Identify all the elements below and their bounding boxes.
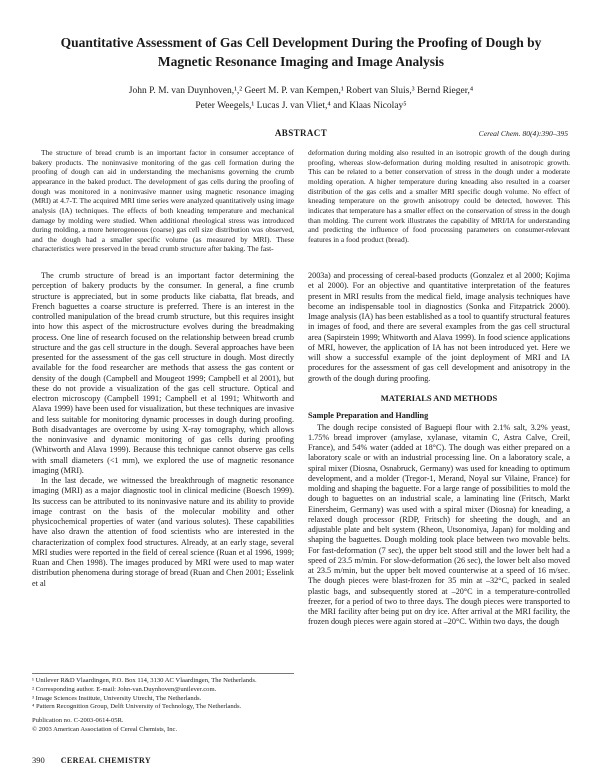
footnote-affiliation-1: ¹ Unilever R&D Vlaardingen, P.O. Box 114, 3130 AC Vlaardingen, The Netherlands. xyxy=(32,676,257,684)
abstract-header xyxy=(32,128,570,141)
footnote-corresponding-author: ² Corresponding author. E-mail: John-van.Duynhoven@unilever.com. xyxy=(32,685,217,693)
footnote-separator xyxy=(32,673,294,674)
page-title: Quantitative Assessment of Gas Cell Development During the Proofing of Dough by Magnetic Resonance Imaging and Image Analysis xyxy=(60,35,542,69)
body-paragraph: In the last decade, we witnessed the breakthrough of magnetic resonance imaging (MRI) as a major diagnostic tool in clinical medicine (Boesch 1999). Its success can be attributed to its noninvasive nature and its ability to provide image contrast on the basis of the molecular mobility and other physicochemical properties of water (and various solutes). These capabilities have also drawn the attention of food scientists who are interested in the characterization of complex food structures. Already, at an early stage, several MRI studies were reported in the field of cereal science (Ruan et al 1996, 1999; Ruan and Chen 1998). The images produced by MRI were used to map water distribution phenomena during storage of bread (Ruan and Chen 2001; Esselink et al xyxy=(32,476,294,588)
journal-citation: Cereal Chem. 80(4):390–395 xyxy=(478,129,568,139)
section-heading-materials-and-methods: MATERIALS AND METHODS xyxy=(380,392,498,403)
page-footer xyxy=(32,755,151,765)
footnote-affiliation-4: ⁴ Pattern Recognition Group, Delft University of Technology, The Netherlands. xyxy=(32,703,242,711)
footnote-affiliation-3: ³ Image Sciences Institute, University Utrecht, The Netherlands. xyxy=(32,694,202,702)
authors-line-2: Peter Weegels,¹ Lucas J. van Vliet,⁴ and Klaas Nicolay⁵ xyxy=(195,100,407,111)
subsection-heading-sample-preparation: Sample Preparation and Handling xyxy=(308,411,429,421)
article-body xyxy=(32,271,570,735)
abstract-body xyxy=(32,148,570,254)
body-paragraph: 2003a) and processing of cereal-based products (Gonzalez et al 2000; Kojima et al 2000). For an objective and quantitative interpretation of the features present in MRI results from the medical field, image analysis techniques have become an indispensable tool in diagnostics (Sonka and Fitzpatrick 2000). Image analysis (IA) has been established as a tool to quantify structural features in images of food, and there are several examples from the gas cell structural area (Sapirstein 1999; Whitworth and Alava 1999). In food science applications of MRI, however, the application of IA has not been introduced yet. Here we will show a successful example of the joint deployment of MRI and IA procedures for the assessment of gas cell development and anisotropy in the growth of the dough during proofing. xyxy=(308,271,570,383)
footnote-block xyxy=(32,673,294,735)
author-block xyxy=(32,84,570,113)
page-number: 390 xyxy=(32,755,45,765)
body-paragraph: The dough recipe consisted of Baguepi flour with 2.1% salt, 3.2% yeast, 1.75% bread improver (amylase, xylanase, vitamin C, Astra Calve, Creil, France), and 54% water (added at 18°C). The dough was either prepared on a laboratory scale or with an industrial processing line. On a laboratory scale, a spiral mixer (Diosna, Osnabruck, Germany) was used for kneading to optimum development, and a molder (Tregor-1, Merand, Noyal sur Vilaine, France) for molding and shaping the baguette. For a large range of possibilities to mold the dough to baguettes on an industrial scale, a laminating line (Fritsch, Markt Einersheim, Germany) was used with a spiral mixer (Diosna) for kneading, a relaxed dough processor (RDP, Fritsch) for sheeting the dough, and an adjustable plate and belt system (Rheon, Utsonomiya, Japan) for molding and shaping the baguettes. Dough molding took place between two movable belts. For fast-deformation (7 sec), the upper belt stood still and the lower belt had a speed of 23.5 m/min. For slow-deformation (26 sec), the lower belt also moved at 23.5 m/min, but the upper belt moved counterwise at a speed of 16 m/sec. The dough pieces were blast-frozen for 35 min at –32°C, packed in sealed plastic bags, and subsequently stored at –20°C in a temperature-controlled freezer, for a period of two to three days. The dough pieces were transported to the MRI facility after being put on dry ice. After arrival at the MRI facility, the frozen dough pieces were again stored at –20°C. Within two days, the dough xyxy=(308,422,570,627)
body-column-left xyxy=(32,271,294,735)
abstract-heading: ABSTRACT xyxy=(274,128,328,139)
abstract-column-left: The structure of bread crumb is an important factor in consumer acceptance of bakery products. The noninvasive monitoring of the gas cell formation during the proofing of dough can aid in understanding the mechanisms governing the crumb appearance in the baked product. The development of gas cells during the proofing of dough was monitored in a noninvasive manner using magnetic resonance imaging (MRI) at 4.7-T. The acquired MRI time series were analyzed quantitatively using image analysis (IA) techniques. The effects of both kneading temperature and mechanical damage by molding were studied. When additional rheological stress was introduced during molding, a more heterogeneous (coarse) gas cell size distribution was observed, and the dough had a smaller specific volume (as measured by MRI). These characteristics were preserved in the bread crumb structure after baking. The fast- xyxy=(32,148,294,254)
publication-number: Publication no. C-2003-0614-05R. xyxy=(32,717,124,725)
journal-name: CEREAL CHEMISTRY xyxy=(60,756,152,765)
body-column-right xyxy=(308,271,570,735)
authors-line-1: John P. M. van Duynhoven,¹,² Geert M. P. van Kempen,¹ Robert van Sluis,³ Bernd Rieger,⁴ xyxy=(128,85,474,96)
copyright-notice: © 2003 American Association of Cereal Chemists, Inc. xyxy=(32,726,178,734)
body-paragraph: The crumb structure of bread is an important factor determining the perception of bakery products by the consumer. In general, a fine crumb structure is appreciated, but in some products like ciabatta, flat breads, and French baguettes a coarse structure is preferred. There is an interest in the controlled manipulation of the bread crumb structure, but this requires insight into how this aspect of the microstructure evolves during the breadmaking process. One line of research focused on the relationship between bread crumb structure and the gas cell structure in the dough. Several approaches have been presented for the assessment of the gas cell structure in dough. Most directly available for the food researcher are methods that assess the gas content or density of the dough (Campbell and Mougeot 1999; Campbell et al 2001), but these do not provide a visualization of the gas cell structure. Optical and electron microscopy (Campbell 1991; Campbell et al 1991; Whitworth and Alava 1999) have been used for visualization, but these techniques are invasive and less suitable for monitoring dynamic processes in dough during proofing. Both disadvantages are overcome by using X-ray tomography, which allows the noninvasive and dynamic monitoring of gas cells during proofing (Whitworth and Alava 1999). Because this technique cannot observe gas cells with small diameters (<1 mm), we explored the use of magnetic resonance imaging (MRI). xyxy=(32,271,294,475)
abstract-column-right: deformation during molding also resulted in an isotropic growth of the dough during proofing, whereas slow-deformation during molding resulted in anisotropic growth. This can be related to a better conservation of stress in the dough under a moderate molding operation. A higher temperature during kneading also resulted in a coarser distribution of the gas cells and a smaller MRI specific dough volume. No effect of kneading temperature on the growth anisotropy could be detected, however. This indicates that temperature has a smaller effect on the conservation of stress in the dough than molding. The current work illustrates the capability of MRI/IA for understanding and predicting the influence of food processing parameters on consumer-relevant features in a food product (bread). xyxy=(308,148,570,244)
